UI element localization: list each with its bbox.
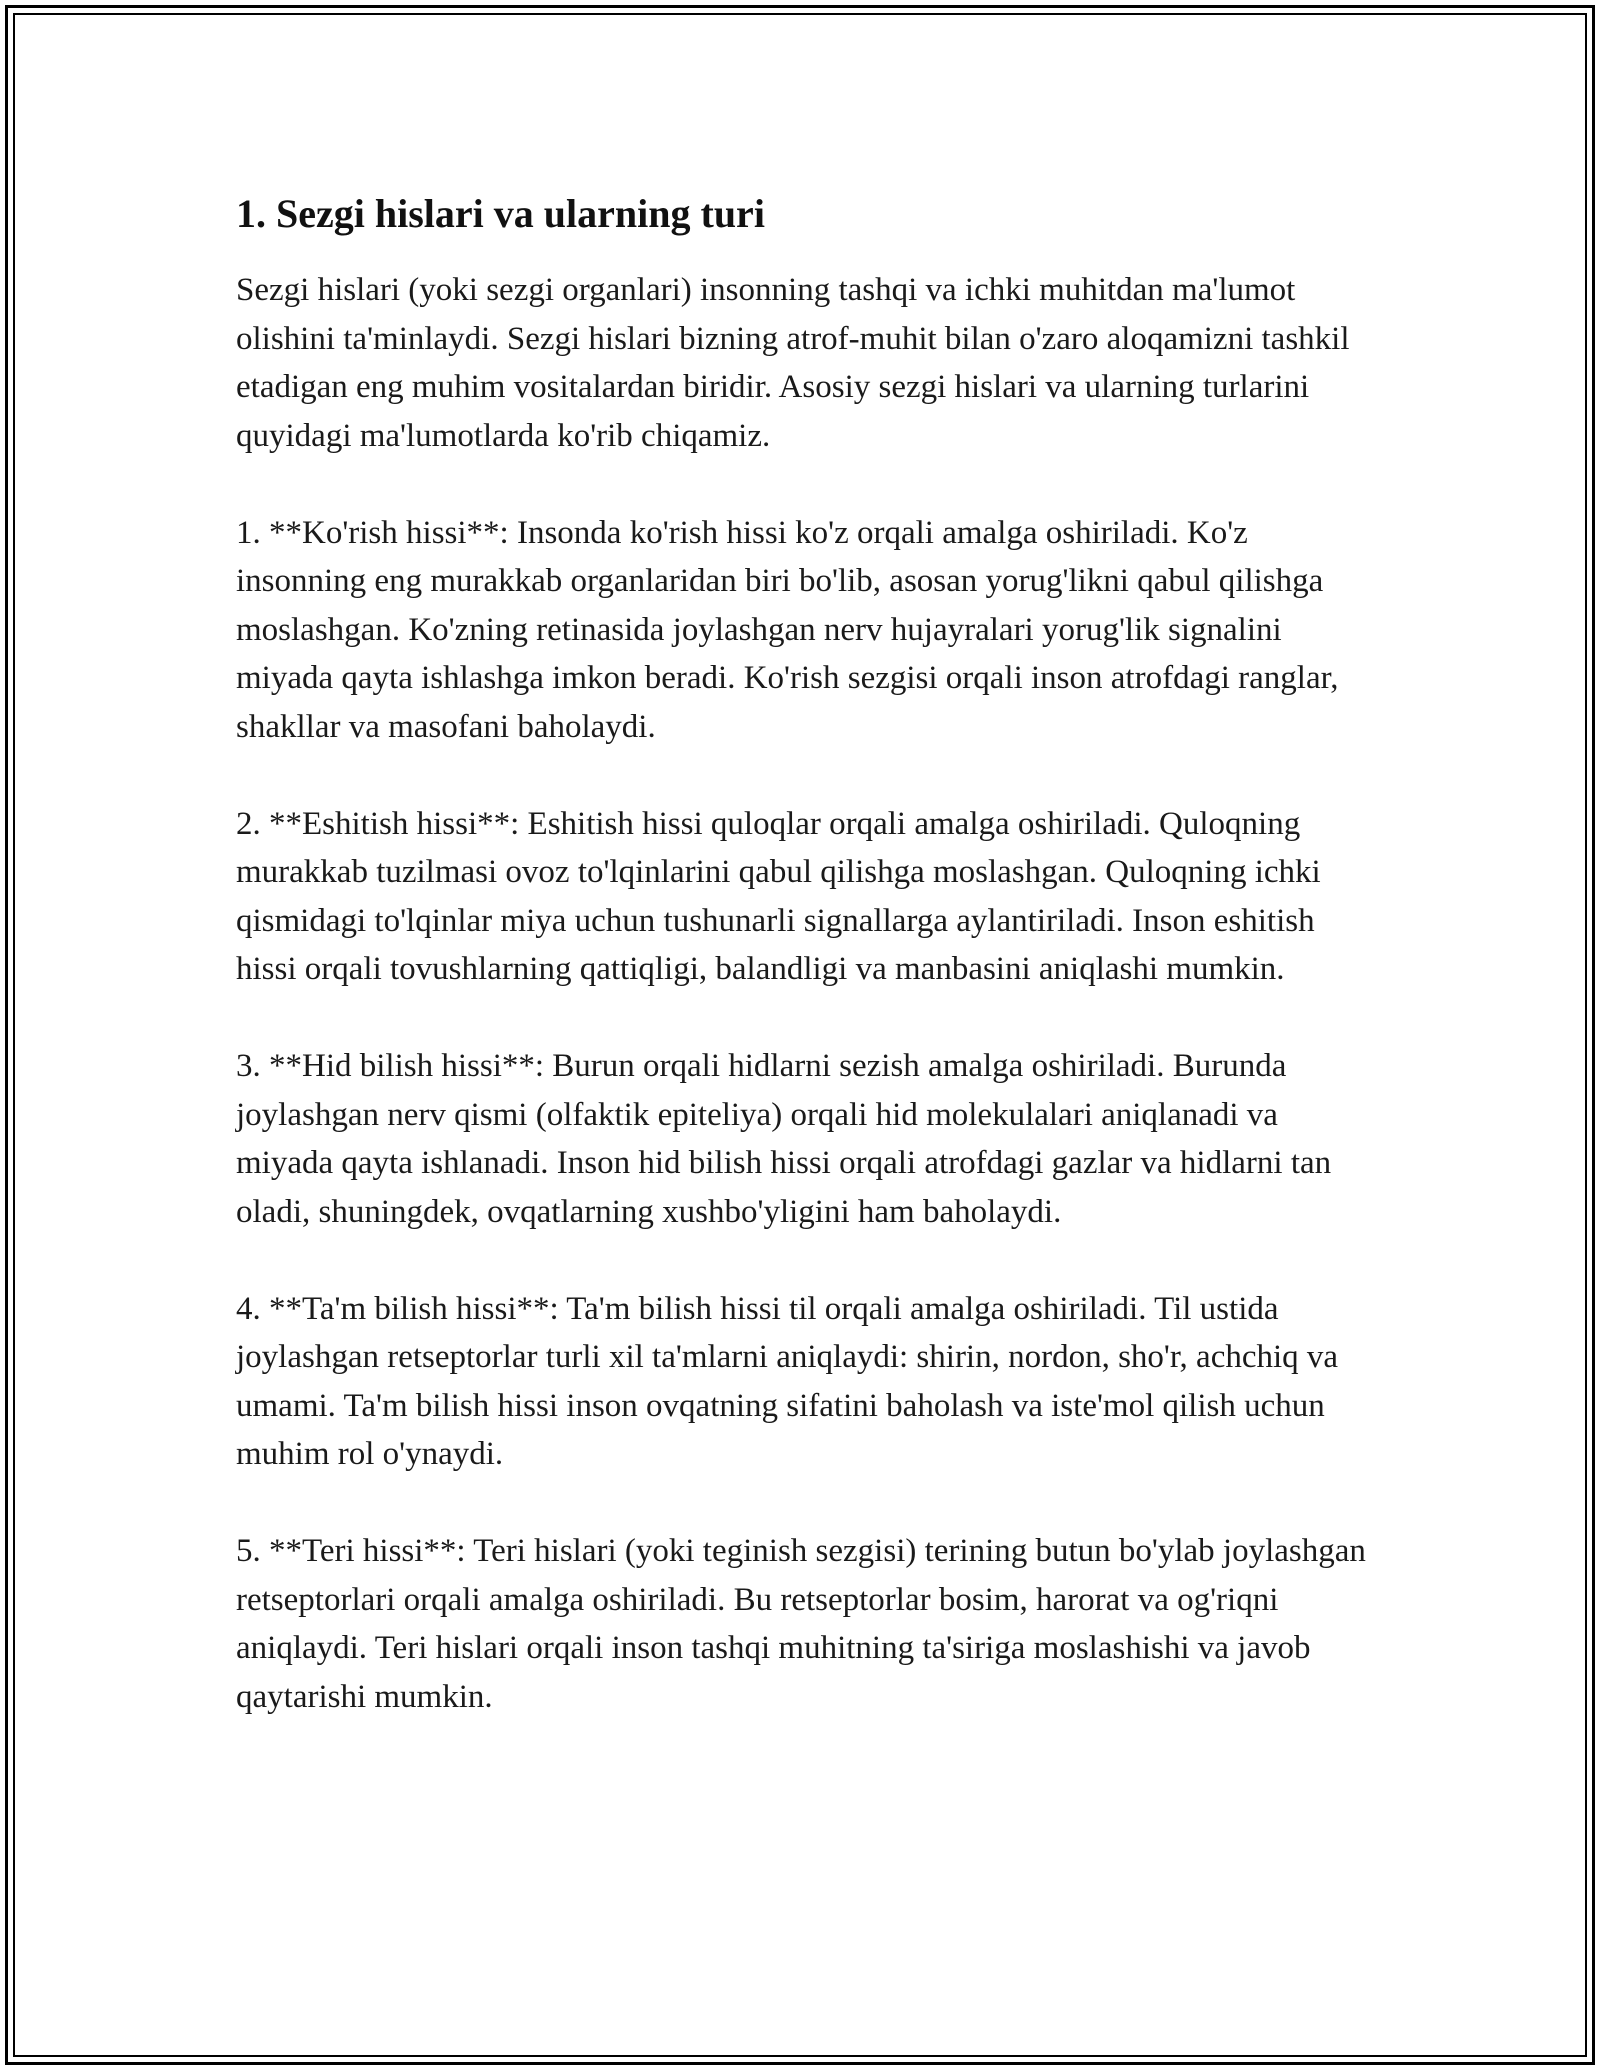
section-heading: 1. Sezgi hislari va ularning turi <box>236 191 765 236</box>
paragraph-smell: 3. **Hid bilish hissi**: Burun orqali hidlarni sezish amalga oshiriladi. Burunda joylashgan nerv qismi (olfaktik epiteliya) orqali hid molekulalari aniqlanadi va miyada qayta ishlanadi. Inson hid bilish hissi orqali atrofdagi gazlar va hidlarni tan oladi, shuningdek, ovqatlarning xushbo'yligini ham baholaydi. <box>236 1048 1332 1230</box>
document-body <box>236 186 1376 1770</box>
paragraph-taste: 4. **Ta'm bilish hissi**: Ta'm bilish hissi til orqali amalga oshiriladi. Til ustida joylashgan retseptorlar turli xil ta'mlarni aniqlaydi: shirin, nordon, sho'r, achchiq va umami. Ta'm bilish hissi inson ovqatning sifatini baholash va iste'mol qilish uchun muhim rol o'ynaydi. <box>236 1290 1339 1472</box>
paragraph-hearing: 2. **Eshitish hissi**: Eshitish hissi quloqlar orqali amalga oshiriladi. Quloqning murakkab tuzilmasi ovoz to'lqinlarini qabul qilishga moslashgan. Quloqning ichki qismidagi to'lqinlar miya uchun tushunarli signallarga aylantiriladi. Inson eshitish hissi orqali tovushlarning qattiqligi, balandligi va manbasini aniqlashi mumkin. <box>236 805 1321 987</box>
intro-paragraph: Sezgi hislari (yoki sezgi organlari) insonning tashqi va ichki muhitdan ma'lumot olishini ta'minlaydi. Sezgi hislari bizning atrof-muhit bilan o'zaro aloqamizni tashkil etadigan eng muhim vositalardan biridir. Asosiy sezgi hislari va ularning turlarini quyidagi ma'lumotlarda ko'rib chiqamiz. <box>236 272 1350 454</box>
paragraph-touch: 5. **Teri hissi**: Teri hislari (yoki teginish sezgisi) terining butun bo'ylab joylashgan retseptorlari orqali amalga oshiriladi. Bu retseptorlar bosim, harorat va og'riqni aniqlaydi. Teri hislari orqali inson tashqi muhitning ta'siriga moslashishi va javob qaytarishi mumkin. <box>236 1533 1366 1715</box>
paragraph-vision: 1. **Ko'rish hissi**: Insonda ko'rish hissi ko'z orqali amalga oshiriladi. Ko'z insonning eng murakkab organlaridan biri bo'lib, asosan yorug'likni qabul qilishga moslashgan. Ko'zning retinasida joylashgan nerv hujayralari yorug'lik signalini miyada qayta ishlashga imkon beradi. Ko'rish sezgisi orqali inson atrofdagi ranglar, shakllar va masofani baholaydi. <box>236 514 1339 745</box>
